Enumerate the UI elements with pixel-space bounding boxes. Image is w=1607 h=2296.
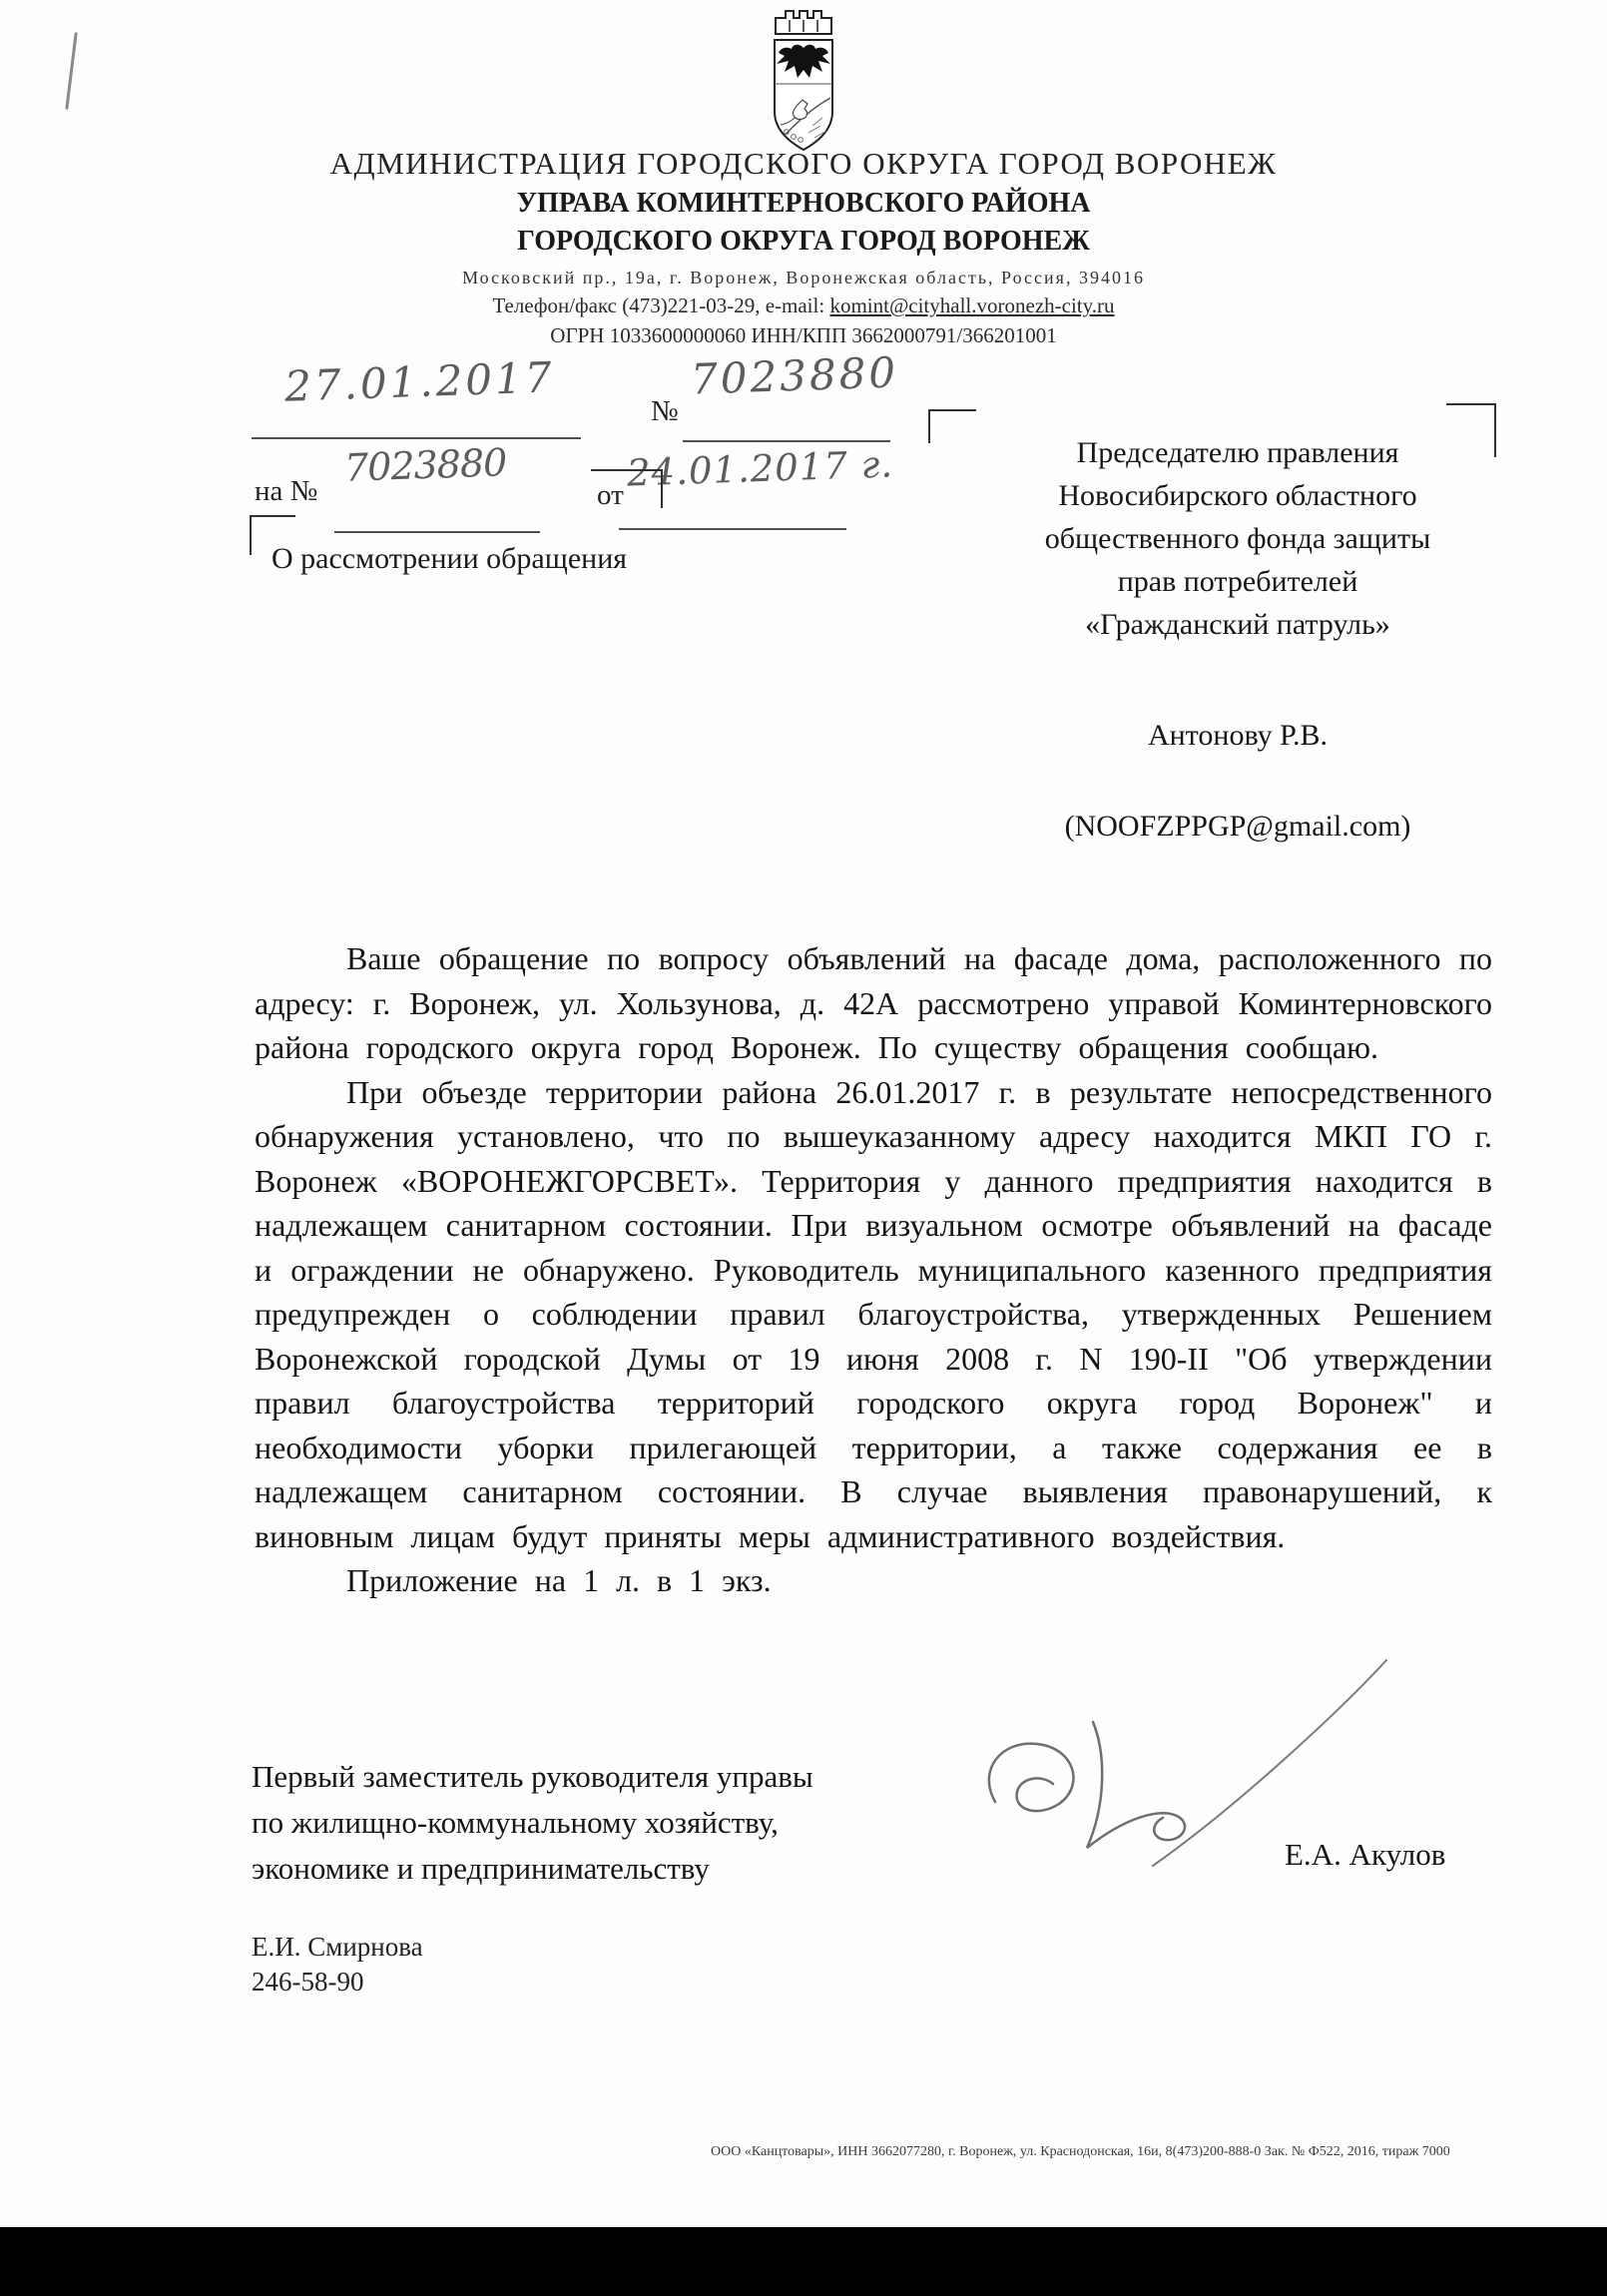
org-email: komint@cityhall.voronezh-city.ru	[829, 293, 1115, 317]
org-ogrn-inn: ОГРН 1033600000060 ИНН/КПП 3662000791/366201001	[550, 323, 1057, 347]
date-underline	[252, 437, 581, 439]
signer-name: Е.А. Акулов	[1285, 1837, 1446, 1872]
signer-position-line: по жилищно-коммунальному хозяйству,	[252, 1805, 779, 1840]
executor-block	[252, 1930, 423, 2000]
executor-name: Е.И. Смирнова	[252, 1932, 423, 1962]
print-shop-info: ООО «Канцтовары», ИНН 3662077280, г. Воронеж, ул. Краснодонская, 16и, 8(473)200-888-0 Зак. № Ф522, 2016, тираж 7000	[711, 2144, 1450, 2159]
recipient-line: Новосибирского областного	[1058, 479, 1417, 512]
recipient-corner-mark-left	[928, 409, 976, 443]
outgoing-number-handwritten: 7023880	[690, 347, 899, 404]
outgoing-date-handwritten: 27.01.2017	[283, 352, 556, 411]
org-name-line2: УПРАВА КОМИНТЕРНОВСКОГО РАЙОНА	[516, 188, 1091, 219]
scan-black-bar	[0, 2227, 1607, 2296]
incoming-number-handwritten: 7023880	[343, 440, 507, 490]
org-name-line3: ГОРОДСКОГО ОКРУГА ГОРОД ВОРОНЕЖ	[517, 226, 1090, 257]
recipient-line: Председателю правления	[1076, 436, 1399, 469]
voronezh-coat-of-arms-icon	[751, 6, 856, 158]
recipient-line: «Гражданский патруль»	[1085, 608, 1390, 641]
recipient-name: Антонову Р.В.	[1147, 719, 1329, 752]
org-contacts	[0, 293, 1607, 318]
recipient-line: прав потребителей	[1117, 565, 1358, 598]
recipient-block	[983, 431, 1492, 848]
pen-stroke-mark	[65, 32, 77, 110]
executor-phone: 246-58-90	[252, 1967, 364, 1997]
incoming-date-underline	[619, 528, 846, 530]
incoming-date-handwritten: 24.01.2017 г.	[626, 442, 894, 495]
letterhead	[0, 146, 1607, 348]
signer-position-block	[252, 1754, 813, 1892]
phone-fax-label: Телефон/факс (473)221-03-29, e-mail:	[492, 293, 830, 317]
body-paragraph-1: Ваше обращение по вопросу объявлений на фасаде дома, расположенного по адресу: г. Воронеж, ул. Хользунова, д. 42А рассмотрено управой Коминтерновского района городского округа город Воронеж. По существу обращения сообщаю.	[255, 940, 1492, 1065]
recipient-line: общественного фонда защиты	[1044, 522, 1431, 555]
attachment-note: Приложение на 1 л. в 1 экз.	[346, 1562, 772, 1598]
letter-body	[255, 936, 1492, 1603]
subject-line: О рассмотрении обращения	[271, 542, 628, 575]
incoming-number-underline	[334, 531, 540, 533]
number-underline	[683, 440, 890, 442]
recipient-email: (NOOFZPPGP@gmail.com)	[1064, 810, 1411, 843]
signer-position-line: экономике и предпринимательству	[252, 1851, 710, 1886]
number-label: №	[651, 395, 679, 427]
subject-corner-mark-right	[591, 469, 663, 508]
from-label: от	[597, 479, 624, 511]
body-paragraph-2: При объезде территории района 26.01.2017 г. в результате непосредственного обнаружения установлено, что по вышеуказанному адресу находится МКП ГО г. Воронеж «ВОРОНЕЖГОРСВЕТ». Территория у данного предприятия находится в надлежащем санитарном состоянии. При визуальном осмотре объявлений на фасаде и ограждении не обнаружено. Руководитель муниципального казенного предприятия предупрежден о соблюдении правил благоустройства, утвержденных Решением Воронежской городской Думы от 19 июня 2008 г. N 190-II "Об утверждении правил благоустройства территорий городского округа город Воронеж" и необходимости уборки прилегающей территории, а также содержания ее в надлежащем санитарном состоянии. В случае выявления правонарушений, к виновным лицам будут приняты меры административного воздействия.	[255, 1073, 1492, 1554]
signer-position-line: Первый заместитель руководителя управы	[252, 1759, 813, 1794]
org-address: Московский пр., 19а, г. Воронеж, Воронежская область, Россия, 394016	[462, 268, 1145, 287]
reply-to-label: на №	[255, 475, 318, 507]
org-name-line1: АДМИНИСТРАЦИЯ ГОРОДСКОГО ОКРУГА ГОРОД ВОРОНЕЖ	[329, 146, 1278, 181]
